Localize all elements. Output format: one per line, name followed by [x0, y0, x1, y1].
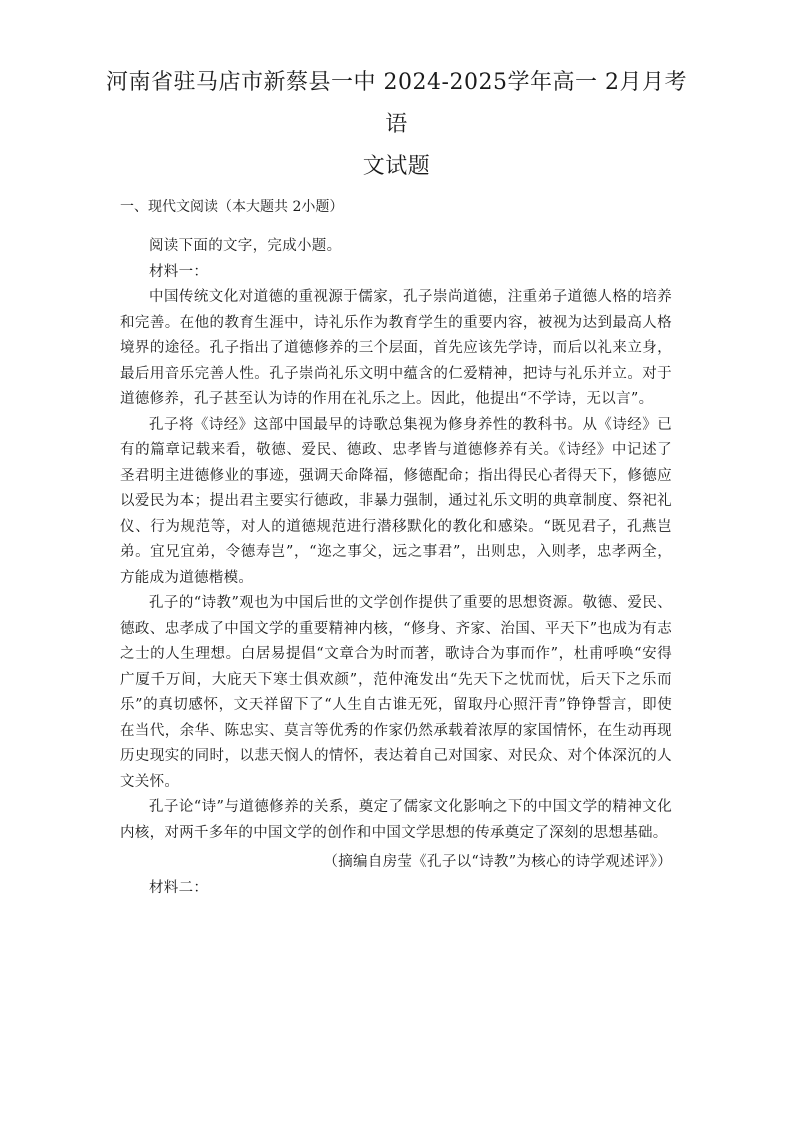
title-line-1: 河南省驻马店市新蔡县一中 2024-2025学年高一 2月月考语	[106, 70, 687, 137]
instruction-text: 阅读下面的文字，完成小题。	[149, 238, 342, 254]
section-heading: 一、现代文阅读（本大题共 2小题）	[120, 199, 344, 215]
paragraph: 孔子论“诗”与道德修养的关系，奠定了儒家文化影响之下的中国文学的精神文化内核，对两千多年的中国文学的创作和中国文学思想的传承奠定了深刻的思想基础。	[120, 799, 672, 841]
paragraph: 中国传统文化对道德的重视源于儒家，孔子崇尚道德，注重弟子道德人格的培养和完善。在他的教育生涯中，诗礼乐作为教育学生的重要内容，被视为达到最高人格境界的途径。孔子指出了道德修养的三个层面，首先应该先学诗，而后以礼来立身，最后用音乐完善人性。孔子崇尚礼乐文明中蕴含的仁爱精神，把诗与礼乐并立。对于道德修养，孔子甚至认为诗的作用在礼乐之上。因此，他提出“不学诗，无以言”。	[120, 289, 672, 407]
title-line-2: 文试题	[362, 154, 431, 179]
material-two-label: 材料二：	[149, 879, 209, 896]
material-one-label: 材料一：	[149, 263, 209, 280]
reading-body	[120, 234, 672, 901]
paragraph: 孔子将《诗经》这部中国最早的诗歌总集视为修身养性的教科书。从《诗经》已有的篇章记载来看，敬德、爱民、德政、忠孝皆与道德修养有关。《诗经》中记述了圣君明主进德修业的事迹，强调天命降福，修德配命；指出得民心者得天下，修德应以爱民为本；提出君主要实行德政，非暴力强制，通过礼乐文明的典章制度、祭祀礼仪、行为规范等，对人的道德规范进行潜移默化的教化和感染。“既见君子，孔燕岂弟。宜兄宜弟，令德寿岂”，“迩之事父，远之事君”，出则忠，入则孝，忠孝两全，方能成为道德楷模。	[120, 416, 672, 586]
source-citation: （摘编自房莹《孔子以“诗教”为核心的诗学观述评》）	[323, 854, 672, 870]
document-title	[100, 62, 693, 188]
paragraph: 孔子的“诗教”观也为中国后世的文学创作提供了重要的思想资源。敬德、爱民、德政、忠孝成了中国文学的重要精神内核，“修身、齐家、治国、平天下”也成为有志之士的人生理想。白居易提倡“文章合为时而著，歌诗合为事而作”，杜甫呼唤“安得广厦千万间，大庇天下寒士俱欢颜”，范仲淹发出“先天下之忧而忧，后天下之乐而乐”的真切感怀，文天祥留下了“人生自古谁无死，留取丹心照汗青”铮铮誓言，即使在当代，余华、陈忠实、莫言等优秀的作家仍然承载着浓厚的家国情怀，在生动再现历史现实的同时，以悲天悯人的情怀，表达着自己对国家、对民众、对个体深沉的人文关怀。	[120, 595, 672, 790]
